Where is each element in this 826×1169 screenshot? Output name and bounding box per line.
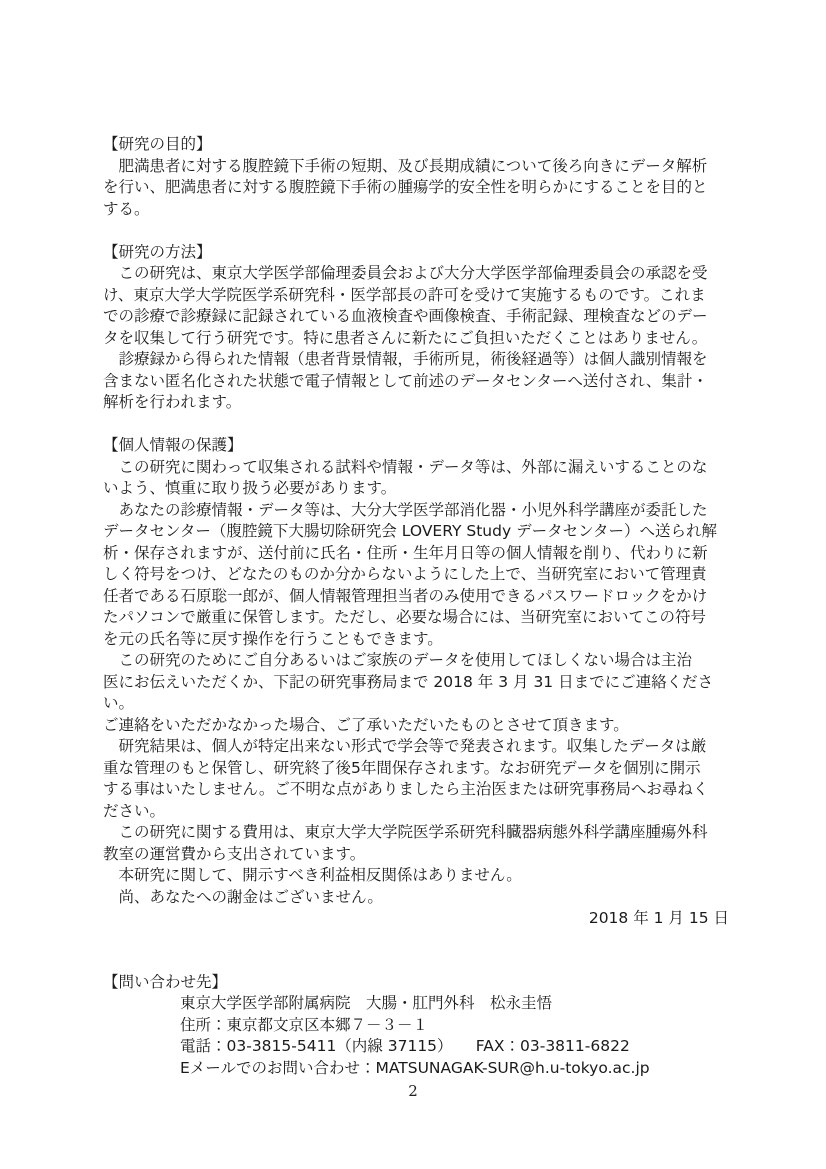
text-line: 東京大学医学部附属病院 大腸・肛門外科 松永圭悟 xyxy=(180,994,553,1012)
text-line: 肥満患者に対する腹腔鏡下手術の短期、及び長期成績について後ろ向きにデータ解析 xyxy=(103,156,708,175)
section-heading: 【個人情報の保護】 xyxy=(103,436,243,454)
text-line: 析・保存されますが、送付前に氏名・住所・生年月日等の個人情報を削り、代わりに新 xyxy=(103,543,708,562)
section-heading: 【研究の目的】 xyxy=(103,135,212,153)
section-paragraphs xyxy=(103,263,729,414)
section-contact xyxy=(103,972,729,1080)
text-line: しく符号をつけ、どなたのものか分からないようにした上で、当研究室において管理責 xyxy=(103,565,707,583)
text-line: 本研究に関して、開示すべき利益相反関係はありません。 xyxy=(103,866,522,884)
text-line: 重な管理のもと保管し、研究終了後5年間保存されます。なお研究データを個別に開示 xyxy=(103,758,701,777)
text-line: この研究のためにご自分あるいはご家族のデータを使用してほしくない場合は主治 xyxy=(103,651,693,669)
text-line: する。 xyxy=(103,199,150,218)
text-line: タを収集して行う研究です。特に患者さんに新たにご負担いただくことはありません。 xyxy=(103,328,708,347)
section-paragraphs xyxy=(103,156,729,221)
text-line: この研究に関する費用は、東京大学大学院医学系研究科臓器病態外科学講座腫瘍外科 xyxy=(103,823,708,841)
section-research-purpose xyxy=(103,134,729,220)
text-line: での診療で診療録に記録されている血液検査や画像検査、手術記録、理検査などのデー xyxy=(103,307,708,325)
paragraph xyxy=(103,349,729,414)
text-line: 医にお伝えいただくか、下記の研究事務局まで 2018 年 3 月 31 日までにご連絡ください。 xyxy=(103,672,714,712)
section-research-method xyxy=(103,242,729,414)
text-line: 任者である石原聡一郎が、個人情報管理担当者のみ使用できるパスワードロックをかけ xyxy=(103,586,708,605)
section-heading: 【問い合わせ先】 xyxy=(103,972,228,991)
section-paragraphs xyxy=(103,457,729,909)
text-line: 含まない匿名化された状態で電子情報として前述のデータセンターへ送付され、集計・ xyxy=(103,371,708,390)
text-line: を行い、肥満患者に対する腹腔鏡下手術の腫瘍学的安全性を明らかにすることを目的と xyxy=(103,178,708,196)
text-line: Eメールでのお問い合わせ：MATSUNAGAK-SUR@h.u-tokyo.ac.jp xyxy=(180,1058,650,1077)
text-line: あなたの診療情報・データ等は、大分大学医学部消化器・小児外科学講座が委託した xyxy=(103,500,708,519)
text-line: する事はいたしません。ご不明な点がありましたら主治医または研究事務局へお尋ねく xyxy=(103,780,709,798)
document-date: 2018 年 1 月 15 日 xyxy=(588,909,729,927)
text-line: 診療録から得られた情報（患者背景情報，手術所見，術後経過等）は個人識別情報を xyxy=(103,350,708,368)
paragraph xyxy=(103,650,729,736)
paragraph xyxy=(103,887,729,909)
text-line: 研究結果は、個人が特定出来ない形式で学会等で発表されます。収集したデータは厳 xyxy=(103,737,707,755)
paragraph xyxy=(103,865,729,887)
text-line: を元の氏名等に戻す操作を行うこともできます。 xyxy=(103,629,443,648)
page-number: 2 xyxy=(408,1082,418,1100)
text-line: たパソコンで厳重に保管します。ただし、必要な場合には、当研究室においてこの符号 xyxy=(103,608,706,626)
paragraph xyxy=(103,500,729,651)
paragraph xyxy=(103,156,729,221)
text-line: 解析を行われます。 xyxy=(103,393,242,411)
text-line: この研究に関わって収集される試料や情報・データ等は、外部に漏えいすることのな xyxy=(103,457,708,476)
document-body xyxy=(103,134,729,1079)
text-line: この研究は、東京大学医学部倫理委員会および大分大学医学部倫理委員会の承認を受 xyxy=(103,264,708,282)
contact-lines xyxy=(103,993,729,1079)
text-line: 尚、あなたへの謝金はございません。 xyxy=(103,887,383,906)
section-heading: 【研究の方法】 xyxy=(103,242,212,261)
text-line: ご連絡をいただかなかった場合、ご了承いただいたものとさせて頂きます。 xyxy=(103,715,629,734)
text-line: 住所：東京都文京区本郷７－３－１ xyxy=(180,1015,429,1034)
paragraph xyxy=(103,457,729,500)
text-line: け、東京大学大学院医学系研究科・医学部長の許可を受けて実施するものです。これま xyxy=(103,285,706,304)
section-personal-info-protection xyxy=(103,435,729,908)
text-line: いよう、慎重に取り扱う必要があります。 xyxy=(103,479,397,497)
paragraph xyxy=(103,736,729,822)
text-line: 電話：03-3815-5411（内線 37115） FAX：03-3811-6822 xyxy=(180,1037,630,1055)
paragraph xyxy=(103,822,729,865)
text-line: 教室の運営費から支出されています。 xyxy=(103,844,366,863)
text-line: ださい。 xyxy=(103,801,166,820)
text-line: データセンター（腹腔鏡下大腸切除研究会 LOVERY Study データセンター）へ送られ解 xyxy=(103,522,717,540)
paragraph xyxy=(103,263,729,349)
